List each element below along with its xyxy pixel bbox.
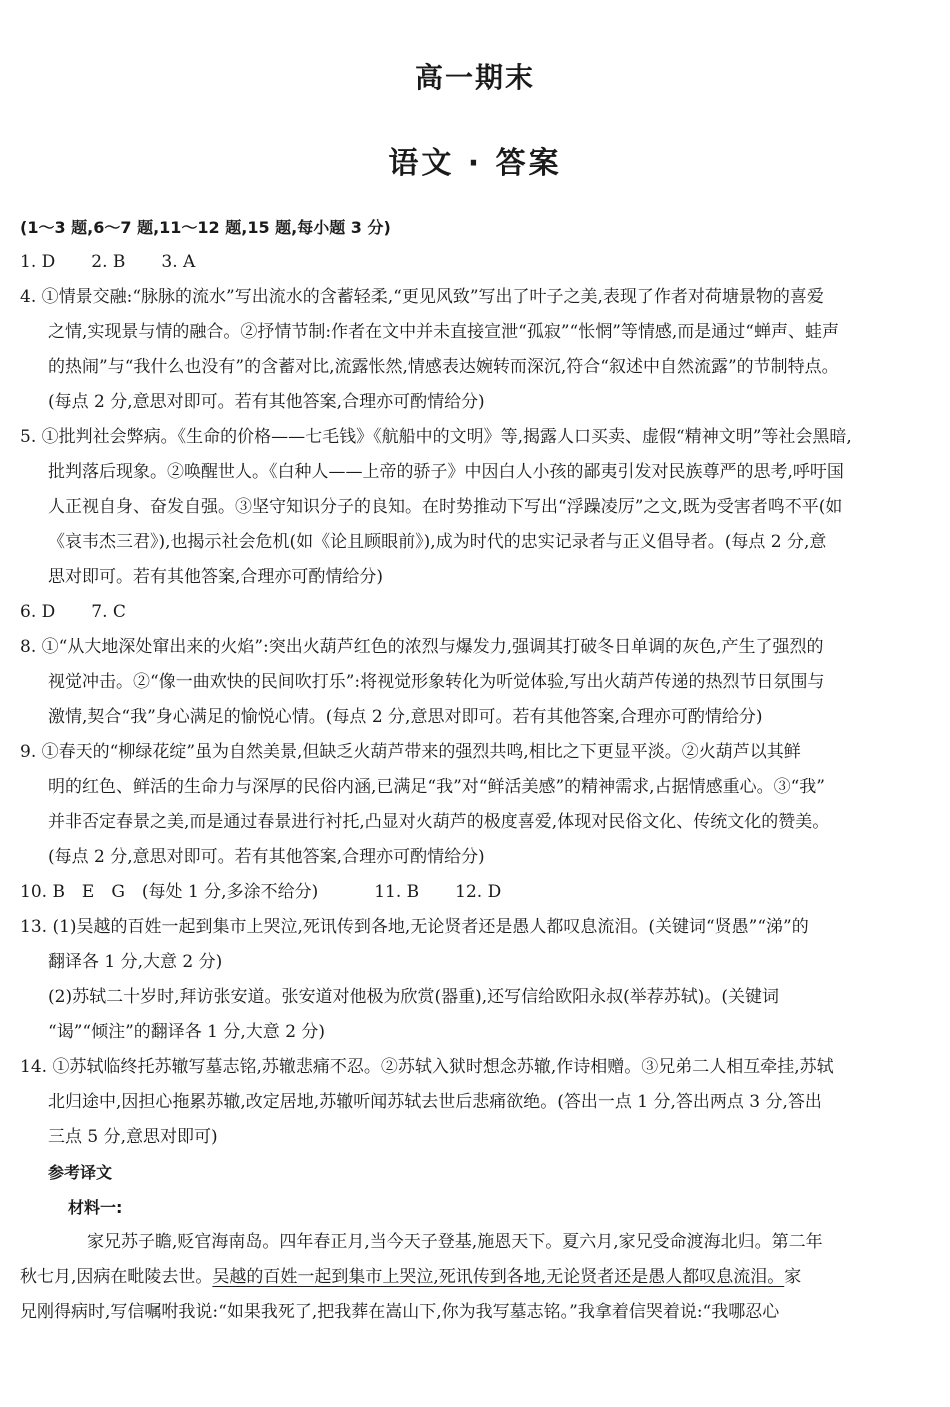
answer-4-line: 4. ①情景交融:“脉脉的流水”写出流水的含蓄轻柔,“更见风致”写出了叶子之美,表现了作者对荷塘景物的喜爱 (20, 287, 824, 307)
answer-13-line: “谒”“倾注”的翻译各 1 分,大意 2 分) (48, 1022, 326, 1042)
answer-13-line: 翻译各 1 分,大意 2 分) (48, 952, 223, 972)
answer-14-line: 三点 5 分,意思对即可) (48, 1127, 218, 1147)
translation-line: 兄刚得病时,写信嘱咐我说:“如果我死了,把我葬在嵩山下,你为我写墓志铭。”我拿着信哭着说:“我哪忍心 (20, 1302, 780, 1322)
answer-14 (20, 1050, 932, 1155)
answer-13-line: 13. (1)吴越的百姓一起到集市上哭泣,死讯传到各地,无论贤者还是愚人都叹息流泪。(关键词“贤愚”“涕”的 (20, 917, 809, 937)
translation-segment: 家 (784, 1267, 802, 1287)
answer-10: 10. B E G (每处 1 分,多涂不给分) (20, 882, 319, 902)
answer-14-line: 北归途中,因担心拖累苏辙,改定居地,苏辙听闻苏轼去世后悲痛欲绝。(答出一点 1 分,答出两点 3 分,答出 (48, 1092, 822, 1112)
answer-8-line: 8. ①“从大地深处窜出来的火焰”:突出火葫芦红色的浓烈与爆发力,强调其打破冬日单调的灰色,产生了强烈的 (20, 637, 824, 657)
answer-5 (20, 420, 932, 595)
answer-8 (20, 630, 932, 735)
answer-14-line: 14. ①苏轼临终托苏辙写墓志铭,苏辙悲痛不忍。②苏轼入狱时想念苏辙,作诗相赠。③兄弟二人相互牵挂,苏轼 (20, 1057, 834, 1077)
answer-9-line: 明的红色、鲜活的生命力与深厚的民俗内涵,已满足“我”对“鲜活美感”的精神需求,占据情感重心。③“我” (48, 777, 825, 797)
answer-7: 7. C (91, 602, 126, 622)
answer-5-line: 5. ①批判社会弊病。《生命的价格——七毛钱》《航船中的文明》等,揭露人口买卖、虚假“精神文明”等社会黑暗, (20, 427, 852, 447)
answer-6: 6. D (20, 602, 56, 622)
answer-4-line: 之情,实现景与情的融合。②抒情节制:作者在文中并未直接宣泄“孤寂”“怅惘”等情感,而是通过“蝉声、蛙声 (48, 322, 839, 342)
translation-line: 家兄苏子瞻,贬官海南岛。四年春正月,当今天子登基,施恩天下。夏六月,家兄受命渡海北归。第二年 (87, 1232, 823, 1252)
answer-9-line: (每点 2 分,意思对即可。若有其他答案,合理亦可酌情给分) (48, 847, 485, 867)
answer-1: 1. D (20, 252, 56, 272)
answer-8-line: 视觉冲击。②“像一曲欢快的民间吹打乐”:将视觉形象转化为听觉体验,写出火葫芦传递的热烈节日氛围与 (48, 672, 825, 692)
answer-9-line: 并非否定春景之美,而是通过春景进行衬托,凸显对火葫芦的极度喜爱,体现对民俗文化、传统文化的赞美。 (48, 812, 830, 832)
answer-5-line: 思对即可。若有其他答案,合理亦可酌情给分) (48, 567, 384, 587)
answer-5-line: 人正视自身、奋发自强。③坚守知识分子的良知。在时势推动下写出“浮躁凌厉”之文,既为受害者鸣不平(如 (48, 497, 843, 517)
answer-4-line: (每点 2 分,意思对即可。若有其他答案,合理亦可酌情给分) (48, 392, 485, 412)
underlined-sentence: 吴越的百姓一起到集市上哭泣,死讯传到各地,无论贤者还是愚人都叹息流泪。 (212, 1267, 785, 1287)
answer-5-line: 批判落后现象。②唤醒世人。《白种人——上帝的骄子》中因白人小孩的鄙夷引发对民族尊严的思考,呼吁国 (48, 462, 844, 482)
answer-4 (20, 280, 932, 420)
answer-2: 2. B (91, 252, 126, 272)
translation-segment: 秋七月,因病在毗陵去世。 (20, 1267, 213, 1287)
answer-8-line: 激情,契合“我”身心满足的愉悦心情。(每点 2 分,意思对即可。若有其他答案,合理亦可酌情给分) (48, 707, 763, 727)
answer-9 (20, 735, 932, 875)
answer-content (20, 210, 932, 1330)
answers-10-12 (20, 875, 932, 910)
page-subtitle: 语文 · 答案 (388, 146, 562, 181)
answer-5-line: 《哀韦杰三君》),也揭示社会危机(如《论且顾眼前》),成为时代的忠实记录者与正义倡导者。(每点 2 分,意 (48, 532, 827, 552)
translation-text (20, 1225, 932, 1330)
answer-12: 12. D (455, 882, 502, 902)
answers-6-7 (20, 595, 932, 630)
answers-1-3 (20, 245, 932, 280)
page-title: 高一期末 (414, 61, 535, 94)
reference-translation-heading: 参考译文 (48, 1163, 113, 1182)
material-one-heading: 材料一: (68, 1198, 123, 1217)
answer-11: 11. B (374, 882, 420, 902)
answer-3: 3. A (161, 252, 196, 272)
answer-9-line: 9. ①春天的“柳绿花绽”虽为自然美景,但缺乏火葫芦带来的强烈共鸣,相比之下更显平淡。②火葫芦以其鲜 (20, 742, 801, 762)
answer-13 (20, 910, 932, 1050)
translation-line (20, 1260, 932, 1295)
answer-13-line: (2)苏轼二十岁时,拜访张安道。张安道对他极为欣赏(器重),还写信给欧阳永叔(举荐苏轼)。(关键词 (48, 987, 780, 1007)
answer-4-line: 的热闹”与“我什么也没有”的含蓄对比,流露怅然,情感表达婉转而深沉,符合“叙述中自然流露”的节制特点。 (48, 357, 839, 377)
scoring-note: (1～3 题,6～7 题,11～12 题,15 题,每小题 3 分) (20, 218, 391, 237)
